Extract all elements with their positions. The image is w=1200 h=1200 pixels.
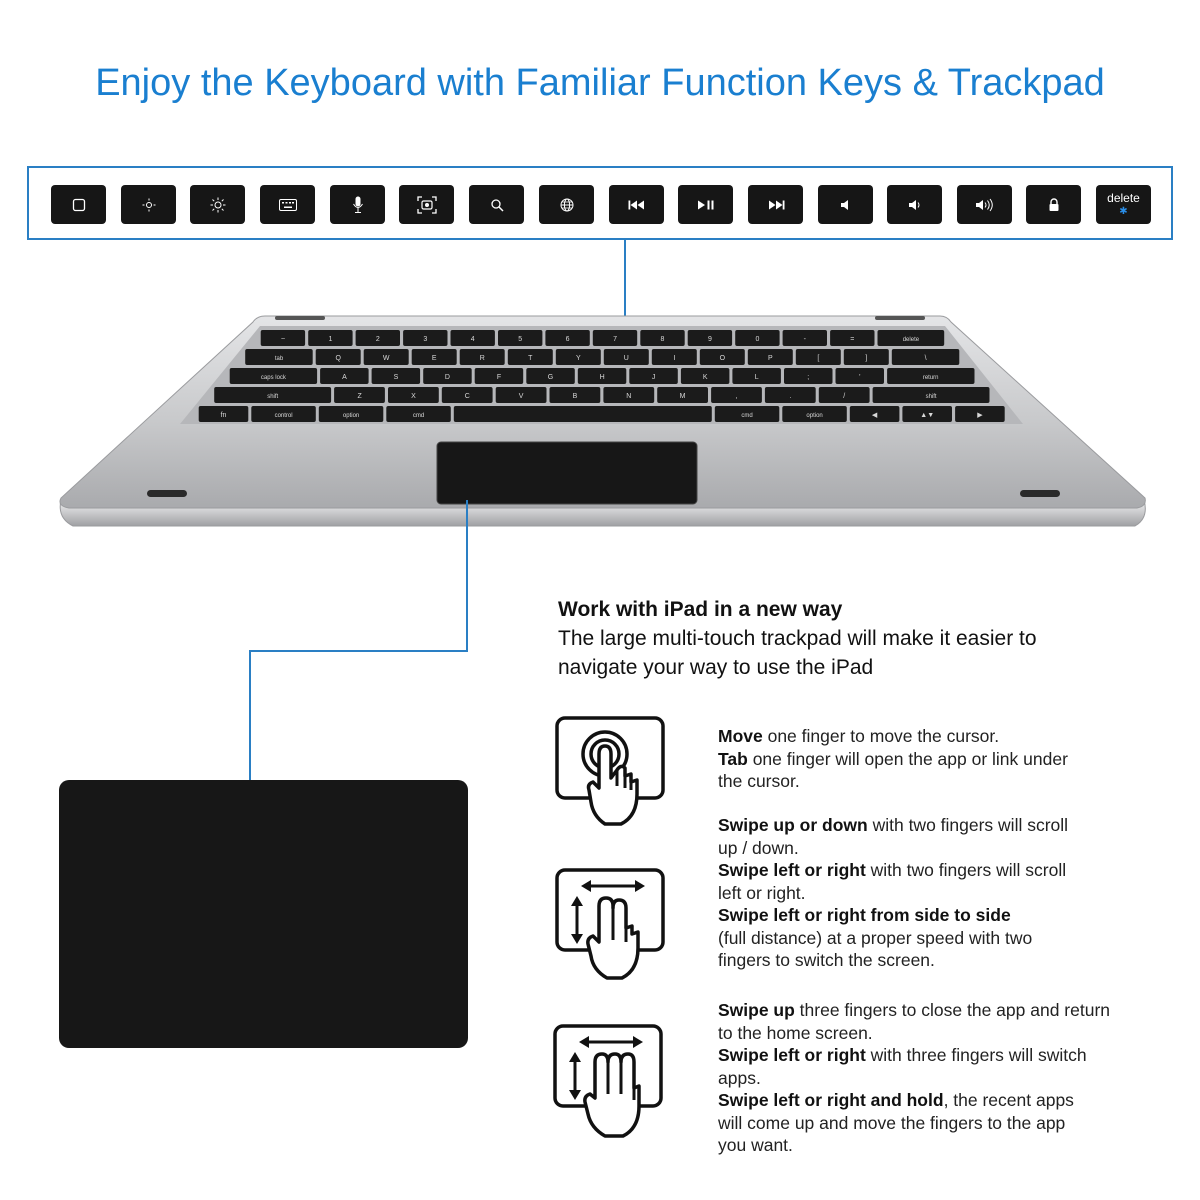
gesture-line: Move one finger to move the cursor. [718, 726, 1000, 746]
gesture-line: fingers to switch the screen. [718, 950, 935, 970]
intro-body-line: The large multi-touch trackpad will make it easier to [558, 627, 1037, 650]
keyboard-key-label: 4 [470, 336, 475, 343]
intro-body-line: navigate your way to use the iPad [558, 656, 874, 679]
keyboard-key-label: T [528, 355, 533, 362]
keyboard-key-label: R [479, 355, 485, 362]
keyboard-key-label: . [789, 393, 792, 400]
gesture-line: Swipe up or down with two fingers will scroll [718, 815, 1069, 835]
keyboard-key-label: 1 [328, 336, 333, 343]
gesture-line: (full distance) at a proper speed with two [718, 927, 1033, 948]
keyboard-trackpad [437, 442, 697, 504]
keyboard-key-label: , [735, 393, 738, 400]
keyboard-key-label: S [393, 374, 399, 381]
gesture-line: will come up and move the fingers to the app [718, 1112, 1066, 1133]
keyboard-key-label: fn [220, 412, 227, 419]
mute-icon[interactable] [818, 185, 873, 224]
play-pause-icon[interactable] [678, 185, 733, 224]
function-key-strip [27, 166, 1173, 240]
keyboard-key-label: W [382, 355, 390, 362]
next-track-icon[interactable] [748, 185, 803, 224]
keyboard-key-label: V [518, 393, 524, 400]
keyboard-key-label: ▶ [977, 412, 983, 419]
gesture-line: Tab one finger will open the app or link under [718, 748, 1068, 769]
keyboard-key-label: return [922, 375, 939, 381]
keyboard-key-label: G [547, 374, 554, 381]
keyboard-key-label: 9 [708, 336, 712, 343]
delete-key-label: delete [1107, 190, 1140, 205]
globe-icon[interactable] [539, 185, 594, 224]
keyboard-key-label: caps lock [260, 375, 286, 381]
previous-track-icon[interactable] [609, 185, 664, 224]
screenshot-icon[interactable] [399, 185, 454, 224]
keyboard-key-label: J [651, 374, 656, 381]
keyboard-key-label: X [411, 393, 416, 400]
keyboard-key-label: L [754, 374, 759, 381]
keyboard-key-label: ] [865, 355, 868, 362]
keyboard-key-label: - [803, 336, 806, 343]
keyboard-key-label: K [702, 374, 708, 381]
keyboard-key-label: option [342, 413, 360, 419]
connector-line-vertical-1 [466, 500, 468, 652]
gesture-line: Swipe up three fingers to close the app and return [718, 1000, 1111, 1020]
keyboard-key-label: control [274, 413, 293, 419]
keyboard-key-label: 5 [518, 336, 523, 343]
keyboard-key-label: C [464, 393, 470, 400]
keyboard-key-label: 6 [565, 336, 570, 343]
keyboard-key-label: Z [357, 393, 362, 400]
gesture-line: Swipe left or right with three fingers will switch [718, 1045, 1087, 1065]
connector-line-top [624, 240, 626, 322]
keyboard-key-label: [ [817, 355, 820, 362]
keyboard-key-label: cmd [412, 413, 425, 419]
intro-body [558, 624, 1158, 682]
keyboard-icon[interactable] [260, 185, 315, 224]
keyboard-key-label: O [719, 355, 726, 362]
keyboard-key-label: P [767, 355, 773, 362]
keyboard-key-label: ▲▼ [920, 412, 935, 419]
gesture-line: Swipe left or right from side to side [718, 905, 1011, 925]
search-icon[interactable] [469, 185, 524, 224]
keyboard-key-label: I [673, 355, 676, 362]
gesture-description-one-finger [718, 725, 1178, 793]
keyboard-key-label: = [850, 336, 855, 343]
gesture-description-two-finger [718, 814, 1178, 972]
home-square-icon[interactable] [51, 185, 106, 224]
keyboard-key-label: ' [859, 374, 861, 381]
gesture-line: Swipe left or right with two fingers will scroll [718, 860, 1067, 880]
keyboard-key-label: / [843, 393, 846, 400]
keyboard-key-label: Y [575, 355, 581, 362]
page-title: Enjoy the Keyboard with Familiar Function Keys & Trackpad [95, 62, 1105, 104]
keyboard-key-label: B [572, 393, 578, 400]
keyboard-key-label: shift [267, 394, 279, 400]
connector-line-horizontal [249, 650, 468, 652]
trackpad-closeup [59, 780, 468, 1048]
gesture-line: Swipe left or right and hold, the recent apps [718, 1090, 1074, 1110]
keyboard-key-label: 8 [660, 336, 665, 343]
intro-section [558, 596, 1158, 682]
brightness-up-icon[interactable] [190, 185, 245, 224]
intro-heading: Work with iPad in a new way [558, 598, 843, 621]
volume-down-icon[interactable] [887, 185, 942, 224]
keyboard-key [454, 406, 712, 422]
keyboard-key-label: 0 [755, 336, 760, 343]
keyboard-key-label: Q [335, 355, 341, 362]
keyboard-key-label: U [623, 355, 629, 362]
bluetooth-icon: ✱ [1119, 205, 1128, 217]
keyboard-key-label: 3 [423, 336, 428, 343]
brightness-down-icon[interactable] [121, 185, 176, 224]
two-finger-swipe-icon [555, 868, 667, 984]
keyboard-key-label: 7 [613, 336, 618, 343]
lock-icon[interactable] [1026, 185, 1081, 224]
gesture-line: up / down. [718, 837, 799, 858]
keyboard-key-label: option [806, 413, 823, 419]
gesture-line: to the home screen. [718, 1022, 873, 1043]
gesture-description-three-finger [718, 999, 1178, 1157]
keyboard-key-label: delete [902, 337, 920, 343]
keyboard-key-label: N [626, 393, 632, 400]
keyboard-key-label: A [342, 374, 347, 381]
delete-key[interactable] [1096, 185, 1151, 224]
keyboard-key-label: F [496, 374, 502, 381]
microphone-icon[interactable] [330, 185, 385, 224]
keyboard-key-label: shift [925, 394, 937, 400]
keyboard-key-label: E [431, 355, 437, 362]
keyboard-key-label: cmd [741, 413, 753, 419]
keyboard-key-label: ~ [280, 336, 286, 343]
gesture-line: left or right. [718, 882, 806, 903]
keyboard-key-label: D [444, 374, 450, 381]
keyboard-key-label: ◀ [871, 412, 878, 419]
volume-up-icon[interactable] [957, 185, 1012, 224]
keyboard-key-label: M [679, 393, 686, 400]
keyboard-key-label: 2 [375, 336, 380, 343]
gesture-line: the cursor. [718, 771, 800, 791]
three-finger-swipe-icon [553, 1024, 665, 1142]
keyboard-illustration [55, 312, 1150, 534]
keyboard-key-label: ; [807, 374, 810, 381]
one-finger-tap-icon [555, 716, 667, 830]
keyboard-key-label: tab [274, 356, 284, 362]
keyboard-key-label: \ [924, 355, 927, 362]
gesture-line: apps. [718, 1067, 761, 1088]
keyboard-key-label: H [599, 374, 605, 381]
gesture-line: you want. [718, 1135, 793, 1155]
